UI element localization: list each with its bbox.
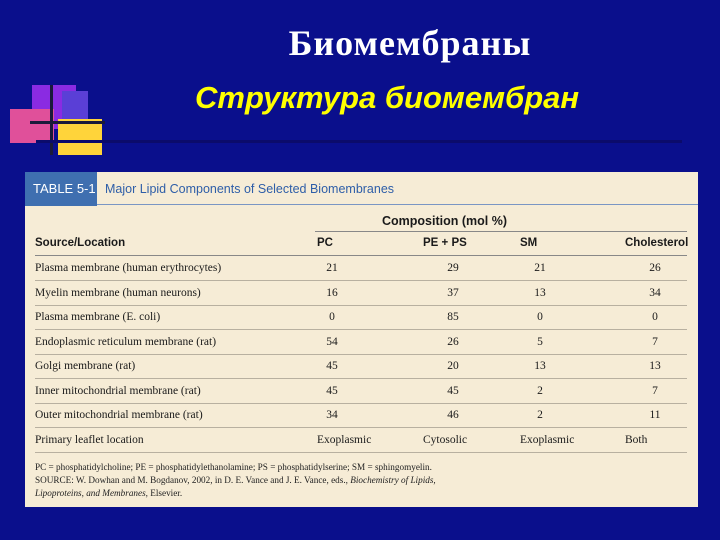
table-header-bar	[25, 172, 698, 206]
column-header-cholesterol: Cholesterol	[625, 237, 689, 249]
row-label: Myelin membrane (human neurons)	[35, 286, 201, 299]
table-cell: 7	[652, 384, 658, 397]
table-row	[25, 429, 698, 453]
table-cell: 2	[537, 384, 543, 397]
table-cell: Both	[625, 433, 648, 446]
table-cell: 29	[447, 262, 459, 274]
column-header-sm: SM	[520, 237, 538, 249]
table-cell: 13	[534, 360, 546, 372]
slide-title: Биомембраны	[288, 23, 532, 63]
table-cell: Exoplasmic	[317, 433, 372, 446]
footnote-source-cont: Lipoproteins, and Membranes, Elsevier.	[35, 488, 183, 498]
column-header-pe-ps: PE + PS	[423, 237, 467, 249]
table-cell: 0	[537, 311, 543, 323]
composition-rule	[315, 231, 687, 232]
table-cell: 21	[326, 262, 338, 274]
table-cell: 26	[447, 335, 459, 348]
table-tag: TABLE 5-1	[25, 172, 97, 206]
table-row	[25, 282, 698, 306]
table-cell: 11	[649, 409, 661, 421]
table-cell: 37	[447, 286, 459, 299]
row-label: Plasma membrane (E. coli)	[35, 311, 161, 323]
footnote-abbreviations: PC = phosphatidylcholine; PE = phosphatidylethanolamine; PS = phosphatidylserine; SM = sphingomyelin.	[35, 462, 432, 472]
table-cell: 13	[534, 286, 546, 299]
table-cell: 26	[649, 262, 661, 274]
title-divider	[36, 140, 682, 143]
table-cell: 34	[326, 409, 338, 421]
row-label: Endoplasmic reticulum membrane (rat)	[35, 335, 217, 348]
footnote-source: SOURCE: W. Dowhan and M. Bogdanov, 2002, in D. E. Vance and J. E. Vance, eds., Biochemistry of Lipids,	[35, 475, 436, 485]
table-cell: 16	[326, 286, 338, 299]
row-label: Golgi membrane (rat)	[35, 360, 136, 372]
column-header-pc: PC	[317, 237, 333, 249]
table-row	[25, 331, 698, 355]
composition-header: Composition (mol %)	[382, 214, 507, 228]
table-cell: 34	[649, 286, 661, 299]
row-label: Inner mitochondrial membrane (rat)	[35, 384, 201, 397]
table-row	[25, 257, 698, 281]
row-label: Outer mitochondrial membrane (rat)	[35, 409, 203, 421]
decorative-logo	[10, 85, 105, 155]
table-cell: 21	[534, 262, 546, 274]
row-label: Plasma membrane (human erythrocytes)	[35, 262, 222, 274]
header-underline	[97, 204, 698, 205]
table-cell: Exoplasmic	[520, 433, 575, 446]
lipid-table-panel	[25, 172, 698, 507]
column-header-source: Source/Location	[35, 237, 126, 249]
table-cell: 0	[652, 311, 658, 323]
table-cell: Cytosolic	[423, 433, 468, 446]
slide-subtitle: Структура биомембран	[195, 80, 580, 115]
table-cell: 46	[447, 409, 459, 421]
table-cell: 54	[326, 335, 338, 348]
table-cell: 45	[447, 384, 459, 397]
table-row	[25, 306, 698, 330]
column-header-rule	[35, 255, 687, 256]
table-cell: 2	[537, 409, 543, 421]
table-cell: 13	[649, 360, 661, 372]
table-cell: 5	[537, 335, 543, 348]
row-rule	[35, 452, 687, 453]
table-footnote	[35, 461, 685, 500]
table-caption: Major Lipid Components of Selected Biomembranes	[105, 182, 395, 196]
row-label: Primary leaflet location	[35, 433, 144, 446]
table-row	[25, 404, 698, 428]
table-cell: 45	[326, 360, 338, 372]
table-row	[25, 380, 698, 404]
table-cell: 7	[652, 335, 658, 348]
table-row	[25, 355, 698, 379]
table-cell: 85	[447, 311, 459, 323]
table-cell: 0	[329, 311, 335, 323]
table-cell: 45	[326, 384, 338, 397]
table-cell: 20	[447, 360, 459, 372]
